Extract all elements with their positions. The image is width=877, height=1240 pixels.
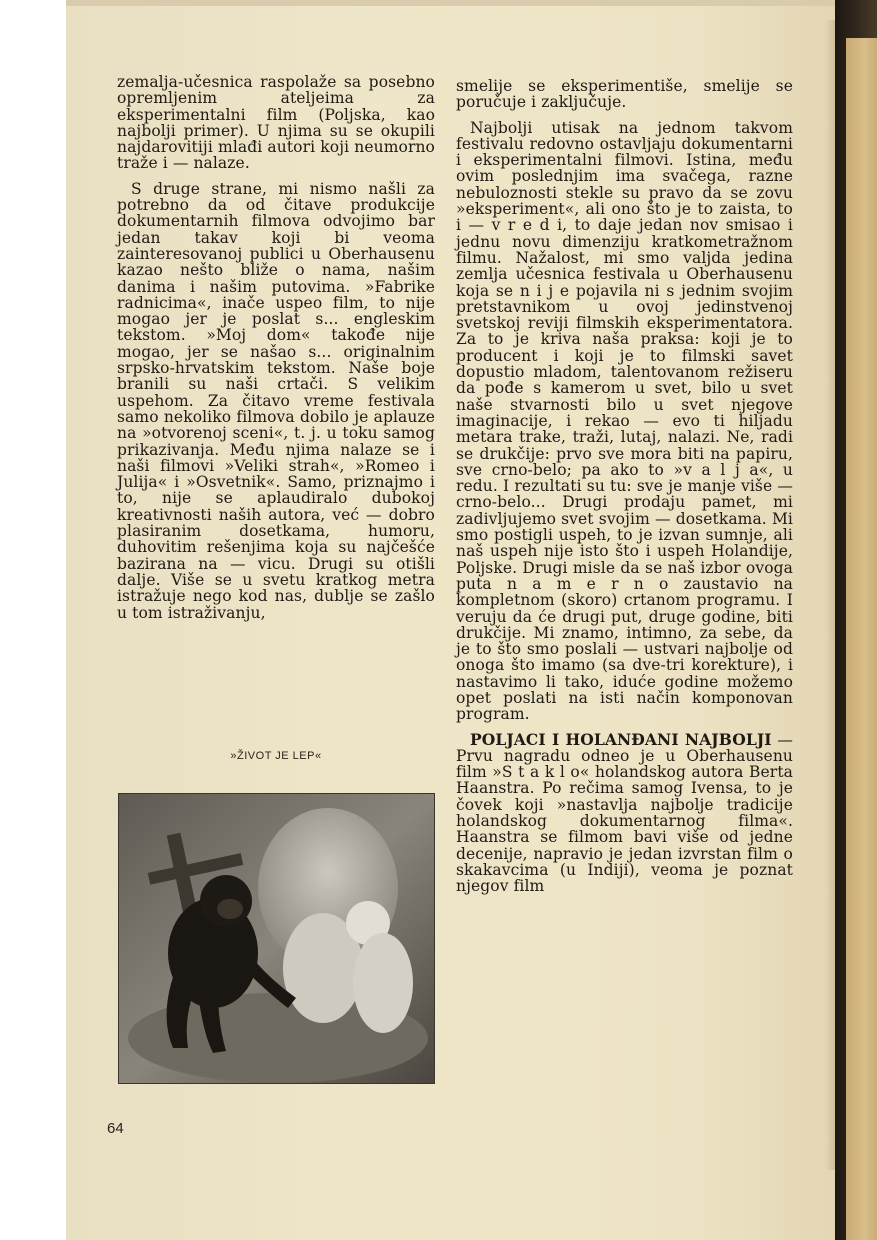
next-page-edge [846,38,877,1240]
right-paragraph-2: Najbolji utisak na jednom takvom festivalu redovno ostavljaju dokumentarni i eksperimentalni filmovi. Istina, među ovim poslednjim ima svačega, razne nebuloznosti stekle su pravo da se zovu »eksperiment«, ali ono što je to zaista, to i — v r e d i, to daje jedan nov smisao i jednu novu dimenziju kratkometražnom filmu. Nažalost, mi smo valjda jedina zemlja učesnica festivala u Oberhausenu koja se n i j e pojavila ni s jednim svojim pretstavnikom u ovoj jedinstvenoj svetskoj reviji filmskih eksperimentatora. Za to je kriva naša praksa: koji je to producent i koji je to filmski savet dopustio mladom, talentovanom režiseru da pođe s kamerom u svet, bilo u svet naše stvarnosti bilo u svet njegove imaginacije, i rekao — evo ti hiljadu metara trake, traži, lutaj, nalazi. Ne, radi se drukčije: prvo sve mora biti na papiru, sve crno-belo; pa ako to »v a l j a«, u redu. I rezultati su tu: sve je manje više — crno-belo... Drugi prodaju pamet, mi zadivljujemo svet svojim — dosetkama. Mi smo postigli uspeh, to je izvan sumnje, ali naš uspeh nije isto što i uspeh Holandije, Poljske. Drugi misle da se naš izbor ovoga puta n a m e r n o zaustavio na kompletnom (skoro) crtanom programu. I veruju da će drugi put, druge godine, biti drukčije. Mi znamo, intimno, za sebe, da je to što smo poslali — ustvari najbolje od onoga što imamo (sa dve-tri korekture), i nastavimo li tako, iduće godine možemo opet poslati na isti način komponovan program. [456,118,793,724]
section-text: — Prvu nagradu odneo je u Oberhausenu film »S t a k l o« holandskog autora Berta Haanstra. Po rečima samog Ivensa, to je čovek koji »nastavlja najbolje tradicije holandskog dokumentarnog filma«. Haanstra se filmom bavi više od jedne decenije, napravio je jedan izvrstan film o skakavcima (u Indiji), veoma je poznat njegov film [456,730,794,896]
scan-background [0,0,68,1240]
right-paragraph-1: smelije se eksperimentiše, smelije se poručuje i zaključuje. [456,77,793,112]
section-heading: POLJACI I HOLANĐANI NAJBOLJI [470,729,772,749]
left-paragraph-2: S druge strane, mi nismo našli za potrebno da od čitave produkcije dokumentarnih filmova odvojimo bar jedan takav koji bi veoma zainteresovanoj publici u Oberhausenu kazao nešto bliže o nama, našim danima i našim putovima. »Fabrike radnicima«, inače uspeo film, to nije mogao jer je poslat s... engleskim tekstom. »Moj dom« takođe nije mogao, jer se našao s... originalnim srpsko-hrvatskim tekstom. Naše boje branili su naši crtači. S velikim uspehom. Za čitavo vreme festivala samo nekoliko filmova dobilo je aplauze na »otvorenoj sceni«, t. j. u toku samog prikazivanja. Među njima nalaze se i naši filmovi »Veliki strah«, »Romeo i Julija« i »Osvetnik«. Samo, priznajmo i to, nije se aplaudiralo dubokoj kreativnosti naših autora, već — dobro plasiranim dosetkama, humoru, duhovitim rešenjima koja su najčešće bazirana na — vicu. Drugi su otišli dalje. Više se u svetu kratkog metra istražuje nego kod nas, dublje se zašlo u tom istraživanju, [117,179,435,622]
right-column [456,78,793,895]
photo-illustration [118,793,435,1084]
left-paragraph-1: zemalja-učesnica raspolaže sa posebno opremljenim ateljeima za eksperimentalni film (Poljska, kao najbolji primer). U njima su se okupili najdarovitiji mlađi autori koji neumorno traže i — nalaze. [117,73,435,173]
right-section [456,729,794,896]
film-still-photo [118,793,435,1084]
left-column [117,74,435,621]
photo-caption: »ŽIVOT JE LEP« [230,750,322,762]
page-number: 64 [107,1120,124,1137]
